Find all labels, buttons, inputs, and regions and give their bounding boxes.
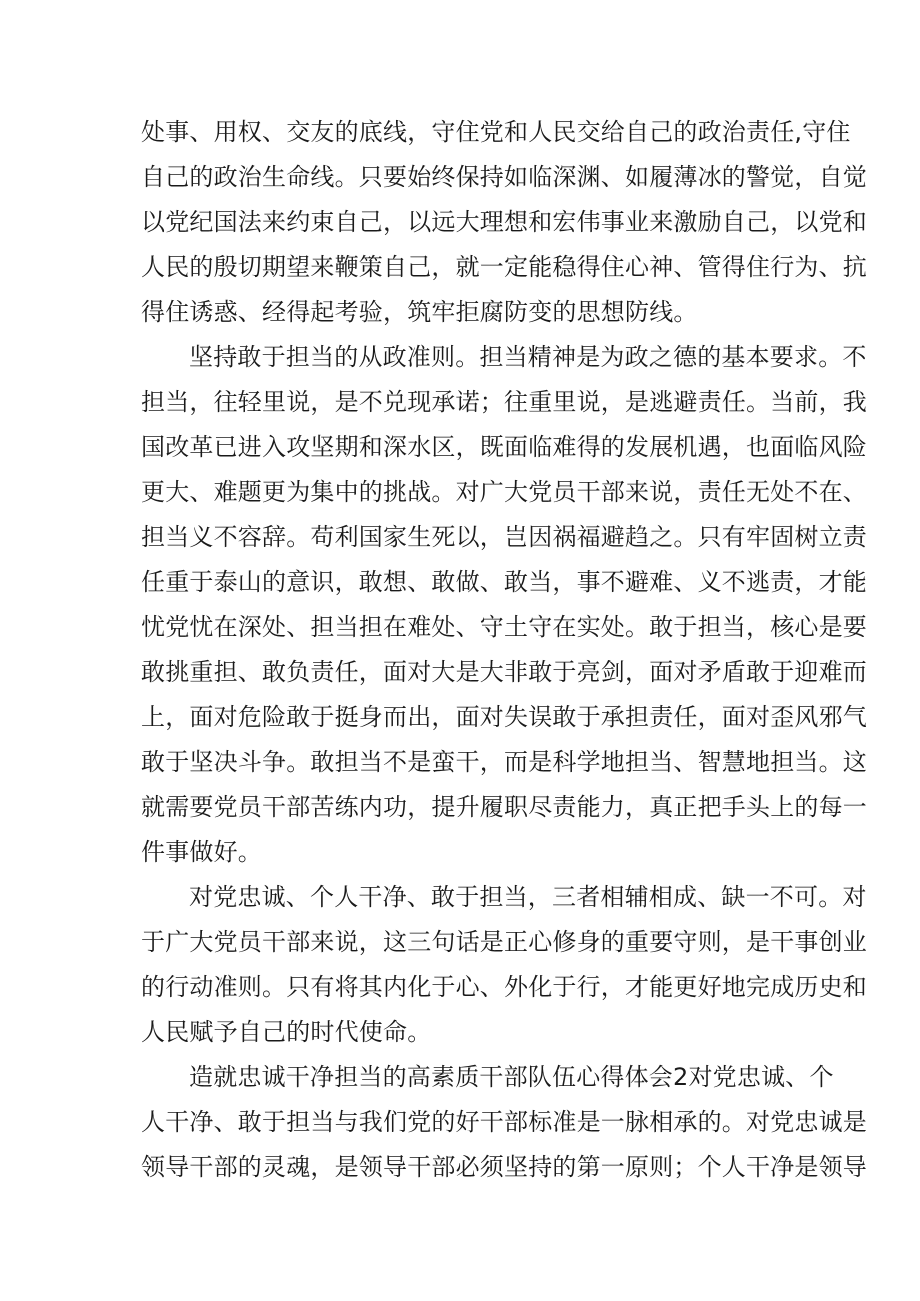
text-line: 得住诱惑、经得起考验，筑牢拒腐防变的思想防线。 <box>141 298 698 326</box>
text-line: 于广大党员干部来说，这三句话是正心修身的重要守则，是干事创业 <box>141 928 867 956</box>
text-line: 就需要党员干部苦练内功，提升履职尽责能力，真正把手头上的每一 <box>141 793 867 821</box>
text-line: 人民的殷切期望来鞭策自己，就一定能稳得住心神、管得住行为、抗 <box>141 253 867 281</box>
text-line: 的行动准则。只有将其内化于心、外化于行，才能更好地完成历史和 <box>141 973 867 1001</box>
text-line: 敢挑重担、敢负责任，面对大是大非敢于亮剑，面对矛盾敢于迎难而 <box>141 658 867 686</box>
text-line: 处事、用权、交友的底线，守住党和人民交给自己的政治责任,守住 <box>141 118 851 146</box>
paragraph-first-line: 造就忠诚干净担当的高素质干部队伍心得体会2对党忠诚、个 <box>189 1063 834 1091</box>
text-line: 担当义不容辞。苟利国家生死以，岂因祸福避趋之。只有牢固树立责 <box>141 523 867 551</box>
text-line: 担当，往轻里说，是不兑现承诺；往重里说，是逃避责任。当前，我 <box>141 388 867 416</box>
text-line: 敢于坚决斗争。敢担当不是蛮干，而是科学地担当、智慧地担当。这 <box>141 748 867 776</box>
text-line: 任重于泰山的意识，敢想、敢做、敢当，事不避难、义不逃责，才能 <box>141 568 867 596</box>
text-line: 国改革已进入攻坚期和深水区，既面临难得的发展机遇，也面临风险 <box>141 433 867 461</box>
text-line: 自己的政治生命线。只要始终保持如临深渊、如履薄冰的警觉，自觉 <box>141 163 867 191</box>
text-line: 领导干部的灵魂，是领导干部必须坚持的第一原则；个人干净是领导 <box>141 1153 867 1181</box>
text-line: 件事做好。 <box>141 838 262 866</box>
text-line: 以党纪国法来约束自己，以远大理想和宏伟事业来激励自己，以党和 <box>141 208 867 236</box>
paragraph-first-line: 坚持敢于担当的从政准则。担当精神是为政之德的基本要求。不 <box>189 343 867 371</box>
text-line: 人民赋予自己的时代使命。 <box>141 1018 432 1046</box>
text-line: 忧党忧在深处、担当担在难处、守土守在实处。敢于担当，核心是要 <box>141 613 867 641</box>
text-line: 上，面对危险敢于挺身而出，面对失误敢于承担责任，面对歪风邪气 <box>141 703 867 731</box>
paragraph-first-line: 对党忠诚、个人干净、敢于担当，三者相辅相成、缺一不可。对 <box>189 883 867 911</box>
text-line: 人干净、敢于担当与我们党的好干部标准是一脉相承的。对党忠诚是 <box>141 1108 867 1136</box>
text-line: 更大、难题更为集中的挑战。对广大党员干部来说，责任无处不在、 <box>141 478 867 506</box>
